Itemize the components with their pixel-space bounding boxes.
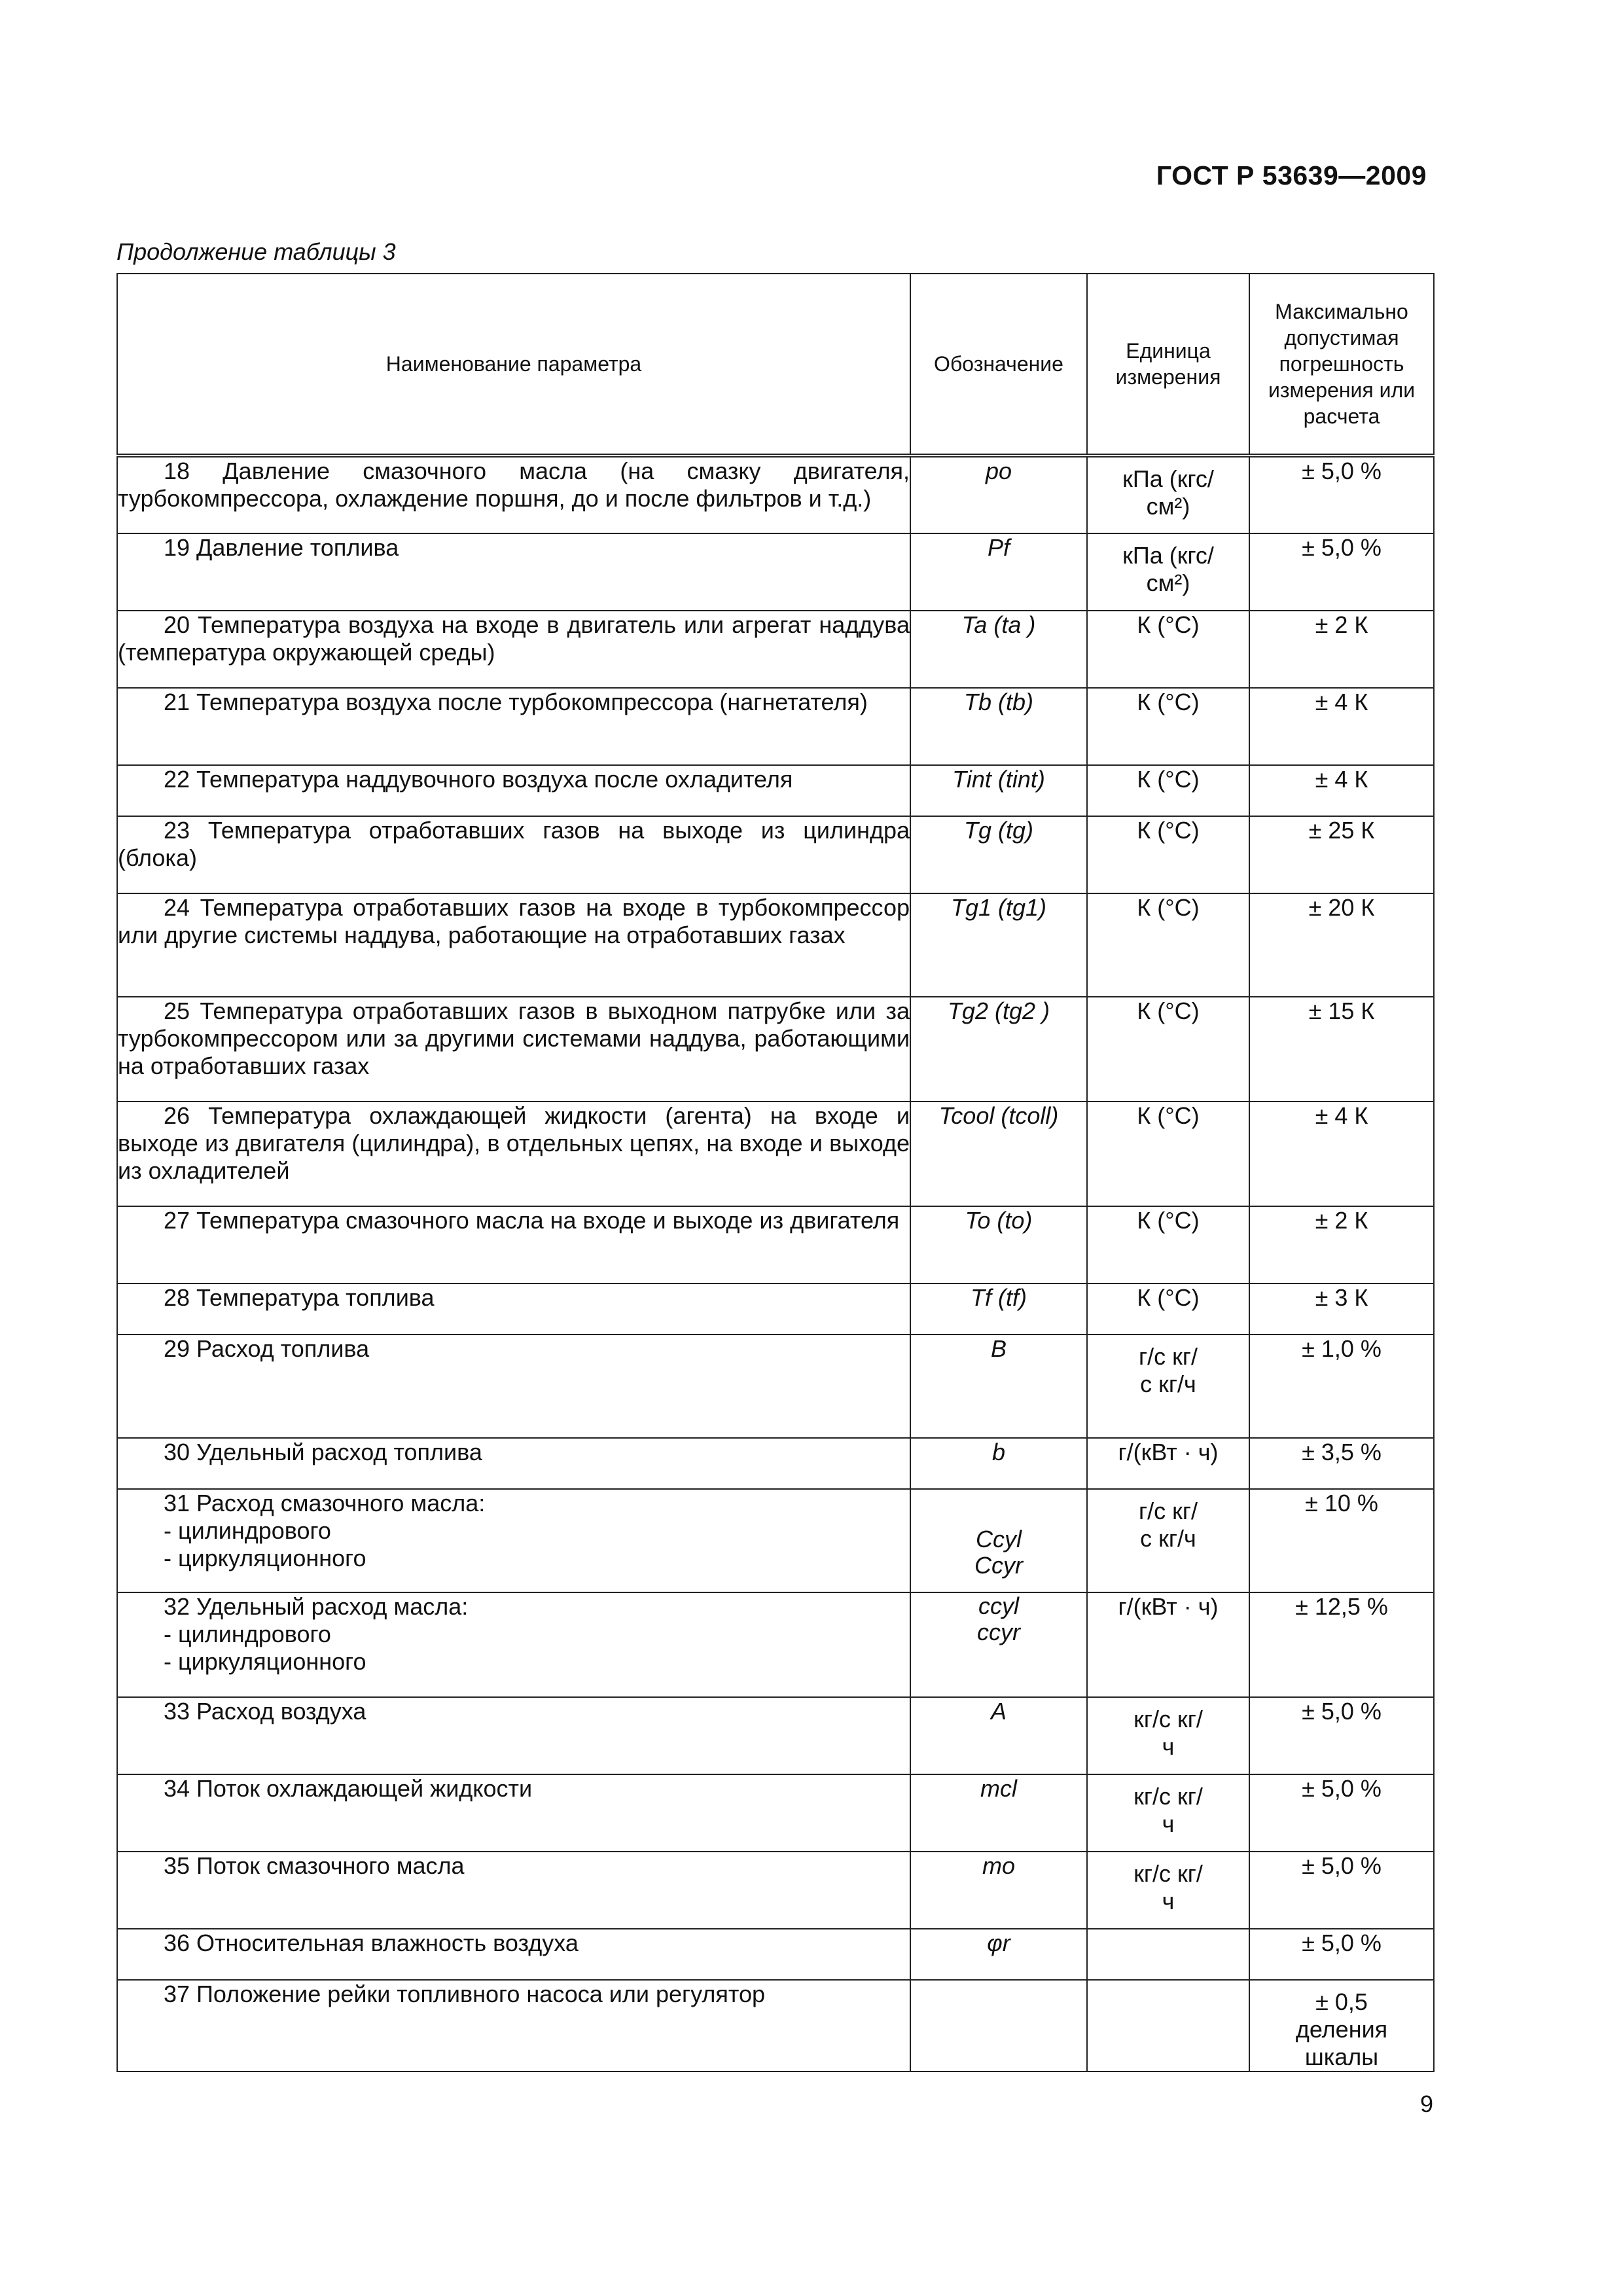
symbol: B bbox=[990, 1335, 1007, 1362]
parameter-name: 30 Удельный расход топлива bbox=[164, 1439, 482, 1465]
max-error: ± 5,0 % bbox=[1302, 1775, 1382, 1802]
header-unit: Единица измерения bbox=[1087, 274, 1249, 456]
symbol-cell bbox=[910, 1980, 1087, 2072]
max-error: ± 3 К bbox=[1315, 1284, 1368, 1311]
unit: г/с кг/с кг/ч bbox=[1138, 1343, 1198, 1397]
parameter-name: 29 Расход топлива bbox=[164, 1335, 370, 1362]
max-error: ± 1,0 % bbox=[1302, 1335, 1382, 1362]
table-caption: Продолжение таблицы 3 bbox=[116, 238, 396, 265]
unit-cell bbox=[1087, 1852, 1249, 1929]
max-error: ± 10 % bbox=[1305, 1490, 1378, 1516]
symbol: mcl bbox=[980, 1775, 1017, 1802]
table-row bbox=[117, 816, 1434, 893]
unit: кПа (кгс/см²) bbox=[1122, 465, 1214, 520]
symbol: Pf bbox=[987, 534, 1010, 561]
parameter-name-cell bbox=[117, 688, 910, 765]
header-name: Наименование параметра bbox=[117, 274, 910, 456]
max-error: ± 5,0 % bbox=[1302, 1698, 1382, 1725]
error-cell bbox=[1249, 456, 1434, 533]
symbol-cell bbox=[910, 1697, 1087, 1774]
table-row bbox=[117, 1335, 1434, 1438]
unit: кг/с кг/ч bbox=[1133, 1706, 1203, 1760]
symbol: mo bbox=[982, 1852, 1015, 1879]
parameter-name: 22 Температура наддувочного воздуха после охладителя bbox=[164, 766, 793, 793]
standard-code: ГОСТ Р 53639—2009 bbox=[1156, 160, 1427, 190]
unit: К (°С) bbox=[1137, 689, 1200, 715]
error-cell bbox=[1249, 1592, 1434, 1697]
symbol-cell bbox=[910, 1929, 1087, 1980]
parameter-name: 24 Температура отработавших газов на входе в турбокомпрессор или другие системы наддува, работающие на отработавших газах bbox=[118, 894, 910, 948]
parameter-name: 31 Расход смазочного масла: bbox=[164, 1490, 486, 1516]
error-cell bbox=[1249, 1852, 1434, 1929]
unit-cell bbox=[1087, 1929, 1249, 1980]
symbol-cell bbox=[910, 893, 1087, 997]
max-error: ± 4 К bbox=[1315, 1102, 1368, 1129]
table-header-row bbox=[117, 274, 1434, 456]
symbol-cell bbox=[910, 765, 1087, 816]
symbol: To (to) bbox=[965, 1207, 1033, 1234]
symbol: Tint (tint) bbox=[952, 766, 1045, 793]
error-cell bbox=[1249, 816, 1434, 893]
unit-cell bbox=[1087, 533, 1249, 611]
error-cell bbox=[1249, 1335, 1434, 1438]
error-cell bbox=[1249, 1980, 1434, 2072]
page-number: 9 bbox=[1419, 2090, 1433, 2117]
symbol: Tb (tb) bbox=[963, 689, 1033, 715]
symbol-cell bbox=[910, 1592, 1087, 1697]
parameter-name: 21 Температура воздуха после турбокомпрессора (нагнетателя) bbox=[164, 689, 868, 715]
symbol: A bbox=[990, 1698, 1007, 1725]
parameter-name-cell bbox=[117, 1283, 910, 1335]
symbol: Tg2 (tg2 ) bbox=[947, 997, 1050, 1024]
symbol-cell bbox=[910, 1102, 1087, 1206]
max-error: ± 25 К bbox=[1308, 817, 1375, 844]
table-row bbox=[117, 1102, 1434, 1206]
symbol: Ccyl bbox=[976, 1526, 1022, 1552]
symbol-cell bbox=[910, 1774, 1087, 1852]
error-cell bbox=[1249, 611, 1434, 688]
symbol-cell bbox=[910, 688, 1087, 765]
symbol: Tf (tf) bbox=[971, 1284, 1027, 1311]
parameter-name: 35 Поток смазочного масла bbox=[164, 1852, 465, 1879]
max-error: ± 0,5 деления шкалы bbox=[1295, 1988, 1388, 2070]
symbol-cell bbox=[910, 533, 1087, 611]
unit: К (°С) bbox=[1137, 1207, 1200, 1234]
parameter-name-cell bbox=[117, 765, 910, 816]
max-error: ± 4 К bbox=[1315, 766, 1368, 793]
parameter-name: 33 Расход воздуха bbox=[164, 1698, 366, 1725]
parameter-name: 26 Температура охлаждающей жидкости (агента) на входе и выходе из двигателя (цилиндра), в отдельных цепях, на входе и выходе из охладителей bbox=[118, 1102, 910, 1184]
parameter-name-cell bbox=[117, 1438, 910, 1489]
parameter-name: 34 Поток охлаждающей жидкости bbox=[164, 1775, 533, 1802]
unit-cell bbox=[1087, 456, 1249, 533]
unit-cell bbox=[1087, 1980, 1249, 2072]
symbol: Ta (ta ) bbox=[961, 611, 1036, 638]
symbol-cell bbox=[910, 1438, 1087, 1489]
parameter-name: 25 Температура отработавших газов в выходном патрубке или за турбокомпрессором или за другими системами наддува, работающими на отработавших газах bbox=[118, 997, 910, 1079]
max-error: ± 12,5 % bbox=[1295, 1593, 1388, 1620]
table-row bbox=[117, 1206, 1434, 1283]
symbol: φr bbox=[987, 1929, 1010, 1956]
header-error: Максимально допустимая погрешность измерения или расчета bbox=[1249, 274, 1434, 456]
max-error: ± 2 К bbox=[1315, 1207, 1368, 1234]
parameter-name: 28 Температура топлива bbox=[164, 1284, 435, 1311]
unit-cell bbox=[1087, 1283, 1249, 1335]
error-cell bbox=[1249, 533, 1434, 611]
table-row bbox=[117, 611, 1434, 688]
parameter-name: 19 Давление топлива bbox=[164, 534, 399, 561]
unit-cell bbox=[1087, 1438, 1249, 1489]
unit-cell bbox=[1087, 997, 1249, 1102]
max-error: ± 5,0 % bbox=[1302, 1852, 1382, 1879]
unit: К (°С) bbox=[1137, 766, 1200, 793]
unit-cell bbox=[1087, 1697, 1249, 1774]
table-row bbox=[117, 1980, 1434, 2072]
unit: кПа (кгс/см²) bbox=[1122, 542, 1214, 596]
error-cell bbox=[1249, 1206, 1434, 1283]
error-cell bbox=[1249, 1283, 1434, 1335]
parameter-name-cell bbox=[117, 1774, 910, 1852]
parameter-name: 36 Относительная влажность воздуха bbox=[164, 1929, 579, 1956]
unit: К (°С) bbox=[1137, 997, 1200, 1024]
table-row bbox=[117, 997, 1434, 1102]
parameter-subitem: - цилиндрового bbox=[164, 1621, 331, 1647]
table-row bbox=[117, 1592, 1434, 1697]
parameter-name-cell bbox=[117, 1206, 910, 1283]
unit: К (°С) bbox=[1137, 894, 1200, 921]
unit-cell bbox=[1087, 1335, 1249, 1438]
error-cell bbox=[1249, 688, 1434, 765]
parameter-name-cell bbox=[117, 1697, 910, 1774]
error-cell bbox=[1249, 1929, 1434, 1980]
table-row bbox=[117, 1283, 1434, 1335]
unit: г/с кг/с кг/ч bbox=[1138, 1498, 1198, 1552]
symbol: Tg1 (tg1) bbox=[950, 894, 1047, 921]
parameter-name-cell bbox=[117, 611, 910, 688]
symbol-cell bbox=[910, 456, 1087, 533]
unit: К (°С) bbox=[1137, 1284, 1200, 1311]
max-error: ± 5,0 % bbox=[1302, 534, 1382, 561]
unit-cell bbox=[1087, 1206, 1249, 1283]
unit: кг/с кг/ч bbox=[1133, 1860, 1203, 1914]
unit: г/(кВт · ч) bbox=[1118, 1439, 1219, 1465]
parameter-name-cell bbox=[117, 1852, 910, 1929]
unit-cell bbox=[1087, 816, 1249, 893]
parameter-name-cell bbox=[117, 816, 910, 893]
unit-cell bbox=[1087, 611, 1249, 688]
symbol: Tg (tg) bbox=[963, 817, 1033, 844]
parameter-name: 18 Давление смазочного масла (на смазку двигателя, турбокомпрессора, охлаждение поршня, до и после фильтров и т.д.) bbox=[118, 457, 910, 512]
table-row bbox=[117, 1774, 1434, 1852]
unit: К (°С) bbox=[1137, 611, 1200, 638]
error-cell bbox=[1249, 997, 1434, 1102]
error-cell bbox=[1249, 1774, 1434, 1852]
parameter-subitem: - циркуляционного bbox=[164, 1648, 366, 1675]
unit: г/(кВт · ч) bbox=[1118, 1593, 1219, 1620]
unit-cell bbox=[1087, 765, 1249, 816]
symbol-cell bbox=[910, 1852, 1087, 1929]
symbol-cell bbox=[910, 1206, 1087, 1283]
symbol: b bbox=[991, 1439, 1006, 1465]
table-row bbox=[117, 1489, 1434, 1592]
parameter-name-cell bbox=[117, 1592, 910, 1697]
unit-cell bbox=[1087, 1774, 1249, 1852]
parameter-name-cell bbox=[117, 1929, 910, 1980]
parameter-name-cell bbox=[117, 1980, 910, 2072]
parameter-name-cell bbox=[117, 893, 910, 997]
table-row bbox=[117, 1852, 1434, 1929]
table-row bbox=[117, 1929, 1434, 1980]
unit-cell bbox=[1087, 1592, 1249, 1697]
unit: К (°С) bbox=[1137, 1102, 1200, 1129]
max-error: ± 20 К bbox=[1308, 894, 1375, 921]
unit: кг/с кг/ч bbox=[1133, 1783, 1203, 1837]
symbol: Tcool (tcoll) bbox=[938, 1102, 1059, 1129]
table-row bbox=[117, 765, 1434, 816]
parameter-subitem: - циркуляционного bbox=[164, 1545, 366, 1571]
header-symbol: Обозначение bbox=[910, 274, 1087, 456]
parameter-name-cell bbox=[117, 1489, 910, 1592]
error-cell bbox=[1249, 1489, 1434, 1592]
parameter-name: 23 Температура отработавших газов на выходе из цилиндра (блока) bbox=[118, 817, 910, 871]
symbol-cell bbox=[910, 1283, 1087, 1335]
symbol-cell bbox=[910, 997, 1087, 1102]
max-error: ± 5,0 % bbox=[1302, 457, 1382, 484]
table-row bbox=[117, 1438, 1434, 1489]
parameter-name-cell bbox=[117, 1335, 910, 1438]
parameter-name: 27 Температура смазочного масла на входе и выходе из двигателя bbox=[164, 1207, 900, 1234]
symbol-alt: ccyr bbox=[977, 1619, 1020, 1645]
unit-cell bbox=[1087, 688, 1249, 765]
error-cell bbox=[1249, 1102, 1434, 1206]
table-row bbox=[117, 1697, 1434, 1774]
symbol-cell bbox=[910, 816, 1087, 893]
parameter-name-cell bbox=[117, 533, 910, 611]
max-error: ± 15 К bbox=[1308, 997, 1375, 1024]
table-row bbox=[117, 688, 1434, 765]
parameter-name: 32 Удельный расход масла: bbox=[164, 1593, 469, 1620]
table-body bbox=[117, 456, 1434, 2072]
parameter-name-cell bbox=[117, 997, 910, 1102]
table-row bbox=[117, 533, 1434, 611]
unit-cell bbox=[1087, 893, 1249, 997]
symbol: ccyl bbox=[978, 1592, 1019, 1619]
max-error: ± 2 К bbox=[1315, 611, 1368, 638]
symbol-alt: Ccyr bbox=[974, 1552, 1023, 1579]
error-cell bbox=[1249, 1438, 1434, 1489]
symbol-cell bbox=[910, 611, 1087, 688]
parameter-name: 37 Положение рейки топливного насоса или регулятор bbox=[164, 1981, 766, 2007]
error-cell bbox=[1249, 765, 1434, 816]
symbol: po bbox=[985, 457, 1012, 484]
unit-cell bbox=[1087, 1102, 1249, 1206]
parameter-name-cell bbox=[117, 456, 910, 533]
parameter-name: 20 Температура воздуха на входе в двигатель или агрегат наддува (температура окружающей среды) bbox=[118, 611, 910, 666]
unit: К (°С) bbox=[1137, 817, 1200, 844]
parameter-name-cell bbox=[117, 1102, 910, 1206]
parameters-table bbox=[116, 273, 1435, 2072]
symbol-cell bbox=[910, 1489, 1087, 1592]
max-error: ± 5,0 % bbox=[1302, 1929, 1382, 1956]
max-error: ± 4 К bbox=[1315, 689, 1368, 715]
parameter-subitem: - цилиндрового bbox=[164, 1517, 331, 1544]
symbol-cell bbox=[910, 1335, 1087, 1438]
table-row bbox=[117, 456, 1434, 533]
table-row bbox=[117, 893, 1434, 997]
error-cell bbox=[1249, 893, 1434, 997]
unit-cell bbox=[1087, 1489, 1249, 1592]
error-cell bbox=[1249, 1697, 1434, 1774]
max-error: ± 3,5 % bbox=[1302, 1439, 1382, 1465]
